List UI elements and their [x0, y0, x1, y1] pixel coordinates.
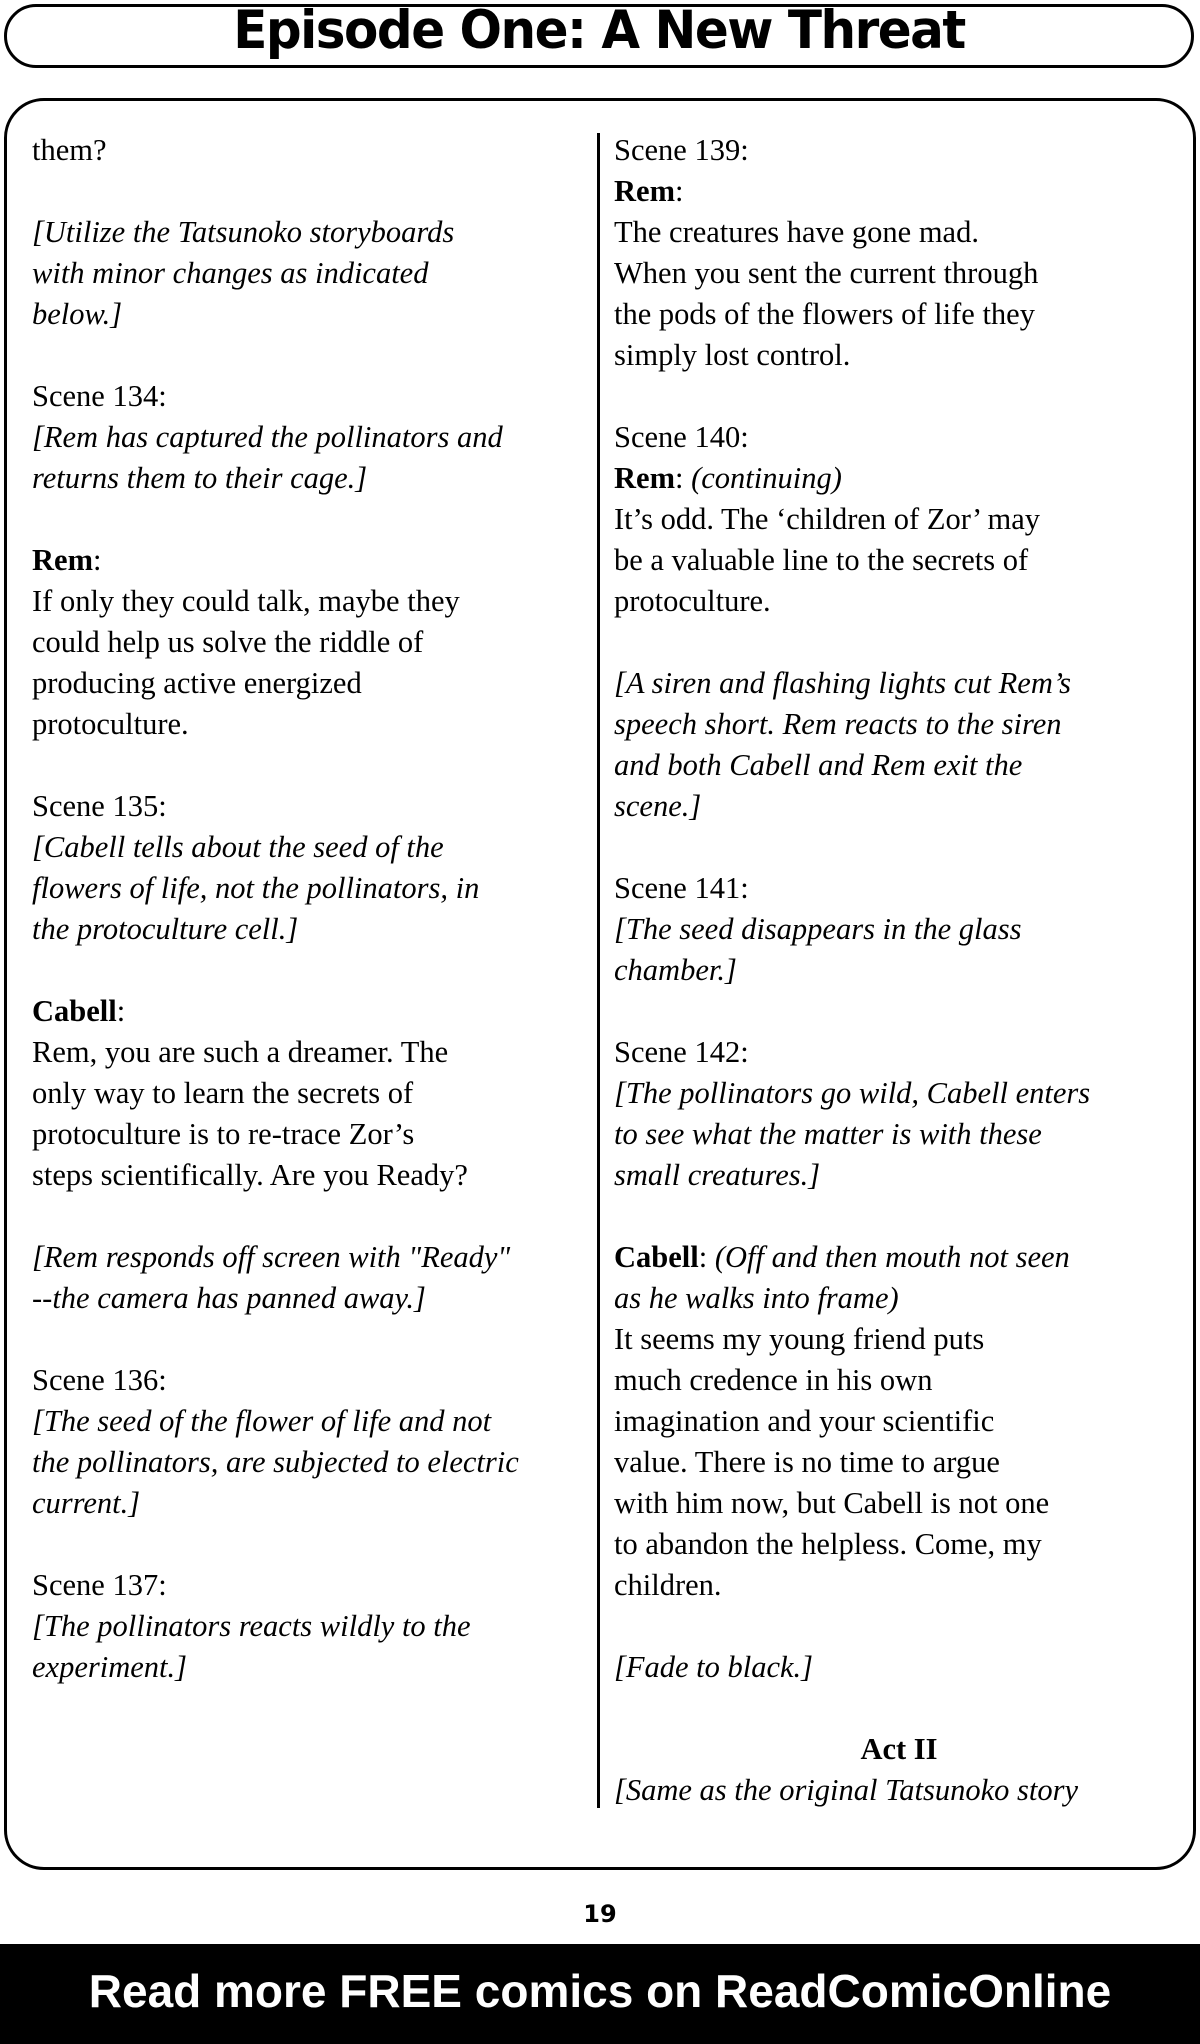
script-block [32, 376, 592, 499]
script-text: protoculture. [614, 584, 771, 618]
script-block [32, 1237, 592, 1319]
script-text: imagination and your scientific [614, 1404, 995, 1438]
script-text: steps scientifically. Are you Ready? [32, 1158, 468, 1192]
stage-direction: [Rem responds off screen with "Ready" [32, 1240, 511, 1274]
script-block [32, 540, 592, 745]
stage-direction: returns them to their cage.] [32, 461, 368, 495]
script-text: Scene 135: [32, 789, 167, 823]
stage-direction: to see what the matter is with these [614, 1117, 1042, 1151]
stage-direction: [The pollinators reacts wildly to the [32, 1609, 471, 1643]
script-text: It seems my young friend puts [614, 1322, 985, 1356]
header-banner [4, 0, 1194, 68]
script-text: Scene 140: [614, 420, 749, 454]
speaker-line [614, 171, 1184, 212]
script-block [32, 991, 592, 1196]
stage-direction: small creatures.] [614, 1158, 821, 1192]
left-column [32, 130, 592, 1729]
stage-direction: flowers of life, not the pollinators, in [32, 871, 480, 905]
script-text: could help us solve the riddle of [32, 625, 424, 659]
script-text: only way to learn the secrets of [32, 1076, 414, 1110]
script-block [32, 786, 592, 950]
script-text: value. There is no time to argue [614, 1445, 1000, 1479]
script-text: be a valuable line to the secrets of [614, 543, 1029, 577]
stage-direction: the pollinators, are subjected to electric [32, 1445, 519, 1479]
stage-direction: speech short. Rem reacts to the siren [614, 707, 1062, 741]
stage-direction: chamber.] [614, 953, 737, 987]
stage-direction: the protoculture cell.] [32, 912, 299, 946]
act-heading: Act II [860, 1732, 938, 1766]
page-number: 19 [583, 1900, 617, 1928]
speaker-name: Rem [32, 543, 93, 577]
script-text: Scene 142: [614, 1035, 749, 1069]
speaker-line [614, 458, 1184, 499]
stage-direction: [A siren and flashing lights cut Rem’s [614, 666, 1071, 700]
script-text: them? [32, 133, 107, 167]
script-text: When you sent the current through [614, 256, 1039, 290]
script-text: with him now, but Cabell is not one [614, 1486, 1050, 1520]
speaker-name: Cabell [614, 1240, 699, 1274]
page-title: Episode One: A New Threat [233, 0, 965, 61]
script-text: Rem, you are such a dreamer. The [32, 1035, 449, 1069]
column-divider [597, 133, 600, 1808]
stage-direction: as he walks into frame) [614, 1281, 899, 1315]
script-text: Scene 141: [614, 871, 749, 905]
script-text: protoculture. [32, 707, 189, 741]
script-block [614, 1647, 1184, 1688]
script-text: producing active energized [32, 666, 362, 700]
script-text: simply lost control. [614, 338, 851, 372]
promo-banner[interactable] [0, 1944, 1200, 2044]
stage-direction: experiment.] [32, 1650, 187, 1684]
script-block [32, 212, 592, 335]
script-block [614, 1237, 1184, 1606]
script-text: to abandon the helpless. Come, my [614, 1527, 1042, 1561]
script-text: The creatures have gone mad. [614, 215, 979, 249]
script-text: children. [614, 1568, 722, 1602]
speaker-colon: : [116, 994, 126, 1028]
script-block [614, 1032, 1184, 1196]
right-column [614, 130, 1184, 1852]
script-block [32, 1565, 592, 1688]
stage-direction: [The pollinators go wild, Cabell enters [614, 1076, 1091, 1110]
stage-direction: scene.] [614, 789, 702, 823]
script-block [614, 1729, 1184, 1811]
script-block [614, 130, 1184, 376]
speaker-line [32, 540, 592, 581]
script-text: It’s odd. The ‘children of Zor’ may [614, 502, 1041, 536]
speaker-colon: : [674, 174, 684, 208]
script-block [614, 417, 1184, 622]
stage-note: (Off and then mouth not seen [714, 1240, 1070, 1274]
stage-direction: [The seed disappears in the glass [614, 912, 1022, 946]
speaker-line [614, 1237, 1184, 1278]
speaker-line [32, 991, 592, 1032]
promo-banner-text[interactable]: Read more FREE comics on ReadComicOnline [88, 1965, 1112, 2017]
speaker-colon: : [92, 543, 102, 577]
stage-direction: below.] [32, 297, 123, 331]
speaker-name: Cabell [32, 994, 117, 1028]
script-block [614, 868, 1184, 991]
stage-direction: [Fade to black.] [614, 1650, 814, 1684]
stage-direction: [Same as the original Tatsunoko story [614, 1773, 1079, 1807]
stage-direction: [Rem has captured the pollinators and [32, 420, 503, 454]
script-block [32, 1360, 592, 1524]
stage-direction: [Utilize the Tatsunoko storyboards [32, 215, 455, 249]
stage-direction: [Cabell tells about the seed of the [32, 830, 444, 864]
script-text: If only they could talk, maybe they [32, 584, 460, 618]
speaker-colon: : [698, 1240, 715, 1274]
stage-direction: --the camera has panned away.] [32, 1281, 426, 1315]
script-text: Scene 139: [614, 133, 749, 167]
script-text: much credence in his own [614, 1363, 933, 1397]
stage-note: (continuing) [691, 461, 842, 495]
stage-direction: with minor changes as indicated [32, 256, 429, 290]
speaker-colon: : [674, 461, 692, 495]
speaker-name: Rem [614, 174, 675, 208]
script-block [614, 663, 1184, 827]
script-text: the pods of the flowers of life they [614, 297, 1035, 331]
script-text: Scene 136: [32, 1363, 167, 1397]
script-text: Scene 134: [32, 379, 167, 413]
speaker-name: Rem [614, 461, 675, 495]
script-block [32, 130, 592, 171]
script-text: protoculture is to re-trace Zor’s [32, 1117, 415, 1151]
stage-direction: [The seed of the flower of life and not [32, 1404, 492, 1438]
script-text: Scene 137: [32, 1568, 167, 1602]
stage-direction: and both Cabell and Rem exit the [614, 748, 1023, 782]
stage-direction: current.] [32, 1486, 141, 1520]
